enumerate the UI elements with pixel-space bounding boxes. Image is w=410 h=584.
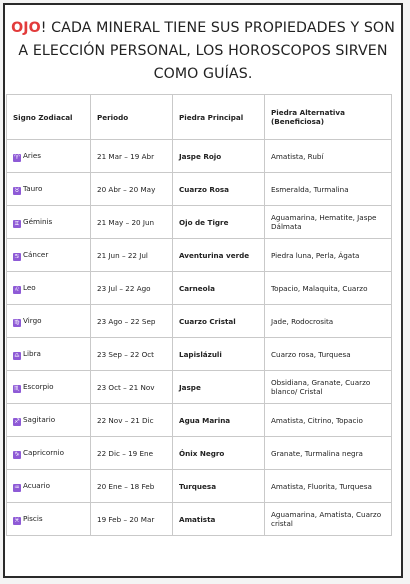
sign-cell [7,140,91,173]
zodiac-symbol-icon: ♍ [14,318,20,326]
alt-stone-cell: Jade, Rodocrosita [265,305,392,338]
sign-cell [7,470,91,503]
sign-name: Cáncer [23,249,49,259]
table-row [7,503,392,536]
alt-stone-cell: Obsidiana, Granate, Cuarzo blanco/ Cristal [265,371,392,404]
zodiac-symbol-icon: ♊ [14,219,20,227]
table-row [7,206,392,239]
zodiac-symbol-icon: ♋ [14,252,20,260]
main-stone-cell: Jaspe Rojo [173,140,265,173]
period-cell: 20 Abr – 20 May [91,173,173,206]
sign-name: Leo [23,282,36,292]
table-row [7,338,392,371]
main-stone-cell: Jaspe [173,371,265,404]
table-row [7,305,392,338]
page-heading [11,17,395,86]
main-stone-cell: Cuarzo Cristal [173,305,265,338]
sign-name: Acuario [23,480,51,490]
table-row [7,173,392,206]
heading-text: ! CADA MINERAL TIENE SUS PROPIEDADES Y SON A ELECCIÓN PERSONAL, LOS HOROSCOPOS SIRVEN COMO GUÍAS. [18,20,395,82]
main-stone-cell: Carneola [173,272,265,305]
period-cell: 22 Nov – 21 Dic [91,404,173,437]
sign-cell [7,206,91,239]
period-cell: 21 May – 20 Jun [91,206,173,239]
main-stone-cell: Aventurina verde [173,239,265,272]
zodiac-symbol-icon: ♉ [14,186,20,194]
sign-name: Virgo [23,315,42,325]
table-row [7,140,392,173]
sign-name: Capricornio [23,447,65,457]
period-cell: 22 Dic – 19 Ene [91,437,173,470]
table-row [7,239,392,272]
header-main-stone: Piedra Principal [173,95,265,140]
alt-stone-cell: Amatista, Citrino, Topacio [265,404,392,437]
table-row [7,470,392,503]
period-cell: 21 Mar – 19 Abr [91,140,173,173]
table-row [7,437,392,470]
table-body [7,140,392,536]
period-cell: 20 Ene – 18 Feb [91,470,173,503]
sign-name: Escorpio [23,381,54,391]
period-cell: 23 Jul – 22 Ago [91,272,173,305]
header-sign: Signo Zodiacal [7,95,91,140]
zodiac-symbol-icon: ♐ [14,417,20,425]
header-period: Periodo [91,95,173,140]
sign-cell [7,404,91,437]
sign-cell [7,305,91,338]
table-row [7,371,392,404]
alt-stone-cell: Topacio, Malaquita, Cuarzo [265,272,392,305]
sign-cell [7,338,91,371]
table-row [7,272,392,305]
main-stone-cell: Ónix Negro [173,437,265,470]
period-cell: 23 Ago – 22 Sep [91,305,173,338]
alt-stone-cell: Aguamarina, Hematite, Jaspe Dálmata [265,206,392,239]
zodiac-symbol-icon: ♑ [14,450,20,458]
sign-cell [7,437,91,470]
main-stone-cell: Ojo de Tigre [173,206,265,239]
alt-stone-cell: Amatista, Rubí [265,140,392,173]
zodiac-symbol-icon: ♓ [14,516,20,524]
sign-cell [7,239,91,272]
sign-name: Tauro [23,183,43,193]
alt-stone-cell: Aguamarina, Amatista, Cuarzo cristal [265,503,392,536]
alt-stone-cell: Granate, Turmalina negra [265,437,392,470]
sign-name: Sagitario [23,414,56,424]
main-stone-cell: Turquesa [173,470,265,503]
sign-cell [7,371,91,404]
period-cell: 21 Jun – 22 Jul [91,239,173,272]
main-stone-cell: Agua Marina [173,404,265,437]
zodiac-symbol-icon: ♈ [14,153,20,161]
alt-stone-cell: Esmeralda, Turmalina [265,173,392,206]
main-stone-cell: Lapislázuli [173,338,265,371]
main-stone-cell: Cuarzo Rosa [173,173,265,206]
alt-stone-cell: Piedra luna, Perla, Ágata [265,239,392,272]
period-cell: 23 Oct – 21 Nov [91,371,173,404]
zodiac-symbol-icon: ♎ [14,351,20,359]
heading-accent: OJO [11,20,41,36]
table-row [7,404,392,437]
sign-cell [7,503,91,536]
main-stone-cell: Amatista [173,503,265,536]
period-cell: 19 Feb – 20 Mar [91,503,173,536]
sign-name: Aries [23,150,42,160]
zodiac-symbol-icon: ♌ [14,285,20,293]
zodiac-symbol-icon: ♒ [14,483,20,491]
alt-stone-cell: Amatista, Fluorita, Turquesa [265,470,392,503]
sign-name: Géminis [23,216,53,226]
zodiac-symbol-icon: ♏ [14,384,20,392]
sign-cell [7,272,91,305]
sign-name: Libra [23,348,41,358]
zodiac-stones-table [6,94,392,536]
period-cell: 23 Sep – 22 Oct [91,338,173,371]
sign-cell [7,173,91,206]
table-header-row [7,95,392,140]
header-alt-stone: Piedra Alternativa (Beneficiosa) [265,95,392,140]
sign-name: Piscis [23,513,43,523]
alt-stone-cell: Cuarzo rosa, Turquesa [265,338,392,371]
